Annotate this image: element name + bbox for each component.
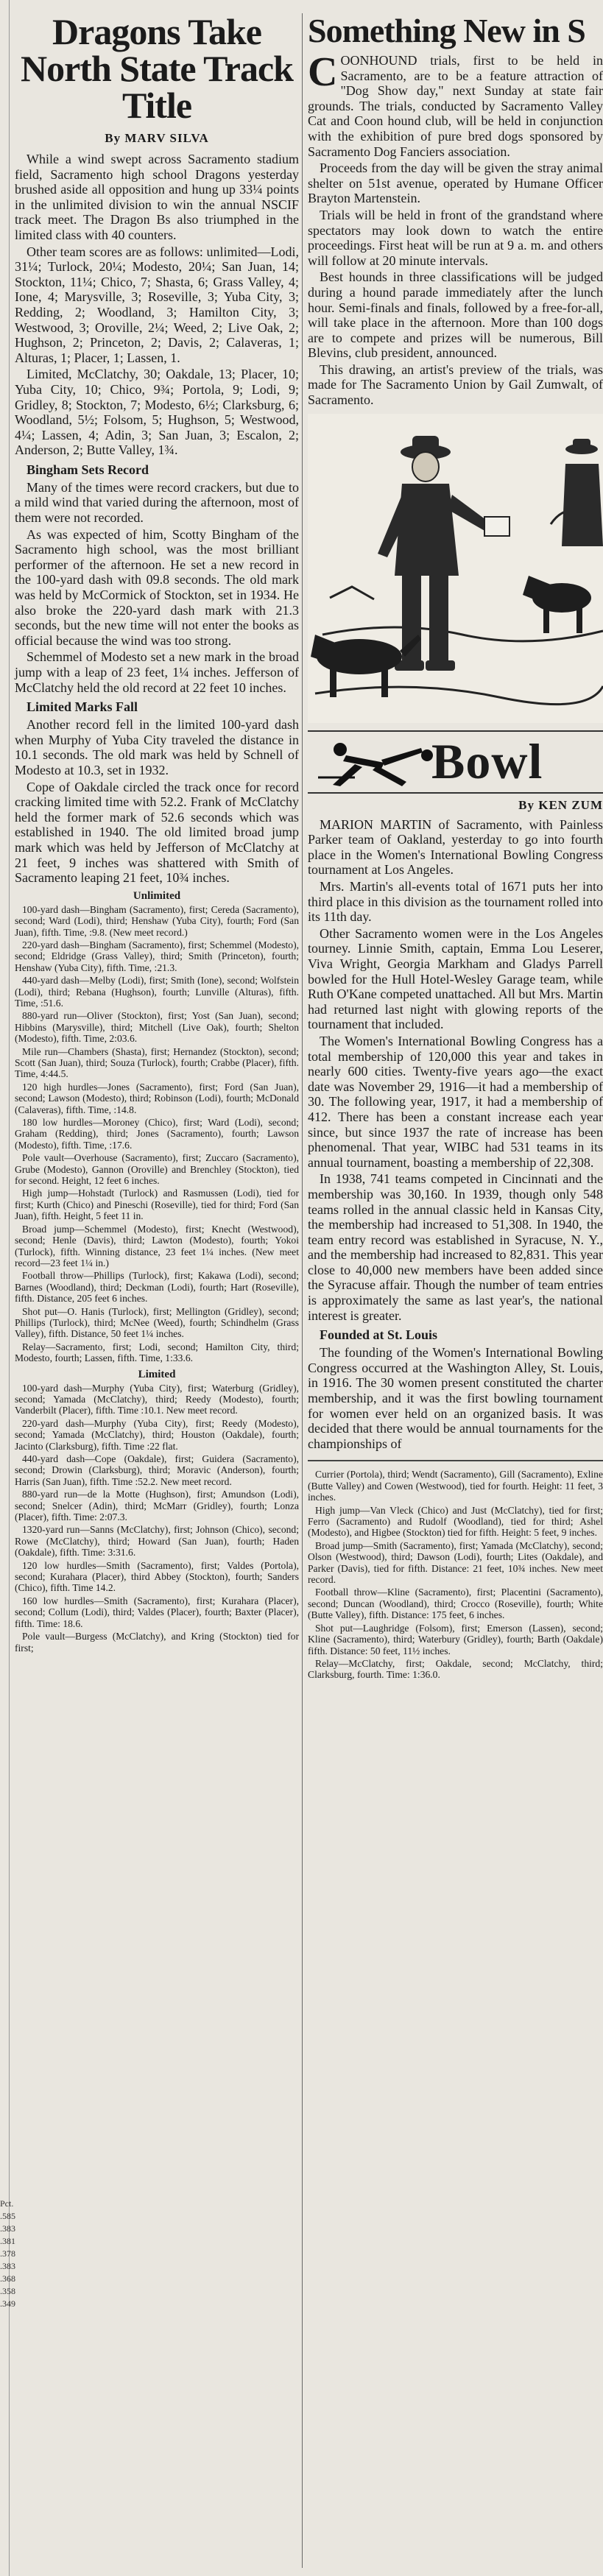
edge-number: Pct. [0,2198,14,2209]
bowling-banner-word: Bowl [431,733,543,789]
paragraph: While a wind swept across Sacramento stadium field, Sacramento high school Dragons yesterday brushed aside all opposition and hung up 33¼ points in the unlimited division to win the annual NSCIF track meet. The Dragon Bs also triumphed in the limited class with 40 counters. [15,152,299,242]
result-line: 220-yard dash—Bingham (Sacramento), first; Schemmel (Modesto), second; Eldridge (Grass Valley), third; Smith (Princeton), fourth; Henshaw (Yuba City), fifth. Time, :21.3. [15,939,299,973]
track-byline: By MARV SILVA [105,131,209,145]
coonhound-lead-text: OONHOUND trials, first to be held in Sacramento, are to be a feature attraction of "Dog Show day," next Sunday at state fair grounds. The trials, conducted by Sacramento Valley Cat and Coon hound club, will be held in conjunction with the exhibition of pure bred dogs sponsored by Sacramento Dog Fanciers association. [308,53,603,159]
result-line: Shot put—Laughridge (Folsom), first; Emerson (Lassen), second; Kline (Sacramento), third; Waterbury (Gridley), fourth; Barth (Oakdale) fifth. Distance: 50 feet, 11½ inches. [308,1622,603,1656]
drop-cap: C [308,49,338,95]
edge-number: .585 [0,2211,15,2221]
result-line: Broad jump—Schemmel (Modesto), first; Knecht (Westwood), second; Henle (Davis), third; Lawton (Modesto), fourth; Yokoi (Turlock), fifth. Winning distance, 23 feet 1¼ inches. (New meet record—23 feet 1¼ in.) [15,1223,299,1268]
track-subhead-bingham: Bingham Sets Record [27,462,149,477]
results-limited-heading: Limited [138,1368,176,1380]
coonhound-illustration [308,414,603,723]
bowling-paragraphs [308,879,603,1323]
track-subhead-limited: Limited Marks Fall [27,699,138,715]
coonhound-headline: Something New in S [308,12,585,49]
track-article [15,13,299,1655]
result-line: 220-yard dash—Murphy (Yuba City), first; Reedy (Modesto), second; Yamada (McClatchy), third; Houston (Oakdale), fourth; Jacinto (Clarksburg), fifth. Time :22 flat. [15,1417,299,1452]
paragraph: Cope of Oakdale circled the track once for record cracking limited time with 52.2. Frank of McClatchy held the former mark of 52.6 seconds which was established in 1940. The old limited broad jump mark which was held by Jefferson of McClatchy at 21 feet, 9 inches was shattered with Smith of Sacramento leaping 21 feet, 10¾ inches. [15,779,299,886]
edge-number: .349 [0,2298,15,2309]
paragraph: Schemmel of Modesto set a new mark in the broad jump with a leap of 23 feet, 1¼ inches. Jefferson of McClatchy held the old record at 22 feet 10 inches. [15,649,299,695]
result-line: 120 low hurdles—Smith (Sacramento), first; Valdes (Portola), second; Kurahara (Placer), third Abbey (Stockton), fourth; Sanders (Chico), fifth. Time 14.2. [15,1559,299,1594]
paragraph: This drawing, an artist's preview of the trials, was made for The Sacramento Union by Gail Zumwalt, of Sacramento. [308,361,603,408]
paragraph: The Women's International Bowling Congress has a total membership of 120,000 this year and takes in nearly 600 cities. Twenty-five years ago—the exact date was November 29, 1916—it had a membership of 30. The following year, 1917, it had a membership of 412. There has been a constant increase each year since, but since 1937 the rate of increase has been phenomenal. That year, WIBC had 531 teams in its annual tournament, boasting a membership of 22,308. [308,1033,603,1170]
result-line: High jump—Van Vleck (Chico) and Just (McClatchy), tied for first; Ferro (Sacramento) and Rudolf (Woodland), tied for third; Ashel (Modesto), and Higbee (Stockton) tied for fifth. Height: 5 feet, 9 inches. [308,1504,603,1539]
results-limited-continued [308,1469,603,1680]
bowler-figure-icon [311,733,436,789]
result-line: Currier (Portola), third; Wendt (Sacramento), Gill (Sacramento), Exline (Butte Valley) and Cowen (Westwood), tied for fourth. Height: 11 feet, 3 inches. [308,1469,603,1503]
paragraph: Limited, McClatchy, 30; Oakdale, 13; Placer, 10; Yuba City, 10; Chico, 9¾; Portola, 9; Lodi, 9; Gridley, 8; Stockton, 7; Modesto, 6½; Clarksburg, 6; Woodland, 5½; Folsom, 5; Hughson, 5; Westwood, 4¼; Lassen, 4; Adin, 3; San Juan, 3; Escalon, 2; Anderson, 2; Butte Valley, 1¾. [15,367,299,458]
result-line: 880-yard run—Oliver (Stockton), first; Yost (San Juan), second; Hibbins (Marysville), third; Mitchell (Live Oak), fourth; Shelton (Modesto), fifth. Time, 2:03.6. [15,1010,299,1045]
edge-number: .368 [0,2273,15,2284]
track-headline: Dragons Take North State Track Title [21,11,293,126]
result-line: Football throw—Phillips (Turlock), first; Kakawa (Lodi), second; Barnes (Woodland), third; Deckman (Lodi), fourth; Hart (Roseville), fifth. Distance, 205 feet 6 inches. [15,1270,299,1305]
paragraph: Many of the times were record crackers, but due to a mild wind that varied during the afternoon, most of them were not recorded. [15,479,299,526]
result-line: 100-yard dash—Bingham (Sacramento), first; Cereda (Sacramento), second; Ward (Lodi), third; Henshaw (Yuba City), fourth; Ford (San Juan), fifth. Time, :9.8. (New meet record.) [15,903,299,938]
result-line: 100-yard dash—Murphy (Yuba City), first; Waterburg (Gridley), second; Yamada (McClatchy), third; Reedy (Modesto), fourth; Vanderbilt (Placer), fifth. Time :10.1. New meet record. [15,1382,299,1416]
result-line: Pole vault—Overhouse (Sacramento), first; Zuccaro (Sacramento), Grube (Modesto), Gannon (Oroville) and Brenchley (Stockton), tied for second. Height, 12 feet 6 inches. [15,1152,299,1187]
edge-number: .378 [0,2248,15,2259]
result-line: Pole vault—Burgess (McClatchy), and Kring (Stockton) tied for first; [15,1631,299,1654]
paragraph: Other team scores are as follows: unlimited—Lodi, 31¼; Turlock, 20¼; Modesto, 20¼; San Juan, 14; Stockton, 11¼; Chico, 7; Shasta, 6; Grass Valley, 4; Ione, 4; Marysville, 3; Roseville, 3; Yuba City, 3; Redding, 2; Woodland, 3; Hamilton City, 3; Westwood, 3; Oroville, 2¼; Weed, 2; Live Oak, 2; Hughson, 2; Princeton, 2; Davis, 2; Calaveras, 1; Alturas, 1; Placer, 1; Lassen, 1. [15,244,299,365]
right-column [308,13,603,1682]
result-line: Shot put—O. Hanis (Turlock), first; Mellington (Gridley), second; Phillips (Turlock), third; McNee (Weed), fourth; Schindhelm (Grass Valley), fifth. Distance, 50 feet 1¼ inches. [15,1305,299,1340]
coonhound-lead [308,49,603,159]
hunter-and-hounds-drawing [308,414,603,723]
results-unlimited-heading: Unlimited [133,889,181,902]
results-unlimited [15,904,299,1364]
paragraph: Trials will be held in front of the grandstand where spectators may look down to watch the entire proceedings. First heat will be run at 9 a. m. and others will follow at 20 minute intervals. [308,207,603,268]
result-line: Relay—McClatchy, first; Oakdale, second; McClatchy, third; Clarksburg, fourth. Time: 1:36.0. [308,1657,603,1681]
result-line: High jump—Hohstadt (Turlock) and Rasmussen (Lodi), tied for first; Kurth (Chico) and Pineschi (Roseville), tied for third; Ford (San Juan), fifth. Height, 5 feet 11 in. [15,1188,299,1222]
result-line: Football throw—Kline (Sacramento), first; Placentini (Sacramento), second; Duncan (Woodland), third; Crocco (Roseville), fourth; White (Butte Valley), fifth. Distance: 175 feet, 6 inches. [308,1587,603,1621]
result-line: Mile run—Chambers (Shasta), first; Hernandez (Stockton), second; Scott (San Juan), third; Souza (Turlock), fourth; Crabbe (Placer), fifth. Time, 4:44.5. [15,1045,299,1080]
column-rule [302,13,303,2568]
bowling-paragraphs-2 [308,1345,603,1451]
paragraph: As was expected of him, Scotty Bingham of the Sacramento high school, was the most brilliant performer of the afternoon. He set a new record in the 100-yard dash with 09.8 seconds. The old mark was held by McCormick of Stockton, set in 1934. He also broke the 220-yard dash mark with 21.3 seconds, but the new time will not enter the books as official because the wind was too strong. [15,526,299,648]
edge-number: .383 [0,2223,15,2234]
paragraph: Another record fell in the limited 100-yard dash when Murphy of Yuba City traveled the distance in 10.1 seconds. The old mark was held by Schnell of Modesto at 10.3, set in 1932. [15,717,299,777]
edge-number: .358 [0,2286,15,2296]
result-line: Relay—Sacramento, first; Lodi, second; Hamilton City, third; Modesto, fourth; Lassen, fifth. Time, 1:33.6. [15,1341,299,1364]
track-limited-paragraphs [15,717,299,886]
result-line: 1320-yard run—Sanns (McClatchy), first; Johnson (Chico), second; Rowe (McClatchy), third; Howard (San Juan), fourth; Haden (Oakdale), fifth. Time: 3:31.6. [15,1524,299,1559]
edge-standings-column [0,2198,15,2310]
bowling-byline: By KEN ZUM [518,797,603,812]
track-body-paragraphs [15,480,299,695]
result-line: 180 low hurdles—Moroney (Chico), first; Ward (Lodi), second; Graham (Redding), third; Jones (Sacramento), fourth; Lawson (Modesto), fifth. Time, :17.6. [15,1117,299,1151]
edge-number: .383 [0,2261,15,2271]
paragraph: Proceeds from the day will be given the stray animal shelter on 51st avenue, operated by Humane Officer Brayton Martenstein. [308,160,603,206]
result-line: 440-yard dash—Melby (Lodi), first; Smith (Ione), second; Wolfstein (Lodi), third; Rebana (Hughson), fourth; Lunville (Alturas), fifth. Time, :51.6. [15,975,299,1009]
paragraph: Best hounds in three classifications will be judged during a hound parade immediately after the lunch hour. Semi-finals and finals, followed by a free-for-all, will take place in the afternoon. More than 100 dogs are to compete and prizes will be numerous, Bill Blevins, club president, announced. [308,269,603,361]
coonhound-paragraphs [308,160,603,408]
results-limited [15,1383,299,1654]
result-line: 120 high hurdles—Jones (Sacramento), first; Ford (San Juan), second; Lawson (Modesto), third; Robinson (Lodi), fourth; McDonald (Calaveras), fifth. Time, :14.8. [15,1081,299,1115]
result-line: Broad jump—Smith (Sacramento), first; Yamada (McClatchy), second; Olson (Westwood), third; Dawson (Lodi), fourth; Lites (Oakdale), and Parker (Davis), tied for fifth. Distance: 21 feet, 10¾ inches. New meet record. [308,1539,603,1586]
paragraph: In 1938, 741 teams competed in Cincinnati and the membership was 30,160. In 1939, though only 548 teams rolled in the annual classic held in Kansas City, the membership had increased to 51,308. In 1940, the team entry record was established in Syracuse, N. Y., and the membership had increased to 82,831. This year close to 40,000 new members have been added since the Syracuse affair. Though the number of team entries is approximately the same as last year's, the national interest is greater. [308,1171,603,1323]
result-line: 440-yard dash—Cope (Oakdale), first; Guidera (Sacramento), second; Drowin (Clarksburg), third; Moravic (Anderson), fourth; Harris (San Juan), fifth. Time :52.2. New meet record. [15,1453,299,1487]
track-lead-paragraphs [15,152,299,458]
section-divider [308,1460,603,1461]
bowling-subhead: Founded at St. Louis [320,1327,438,1343]
paragraph: Other Sacramento women were in the Los Angeles tourney. Linnie Smith, captain, Emma Lou Leserer, Viva Wright, Georgia Markham and Gladys Parrell bowled for the Hull Hotel-Wesley Garage team, while Ruth O'Kane competed unattached. All but Mrs. Martin had returned last night with glowing reports of the tournament that included. [308,925,603,1032]
result-line: 160 low hurdles—Smith (Sacramento), first; Kurahara (Placer), second; Collum (Lodi), third; Valdes (Placer), fourth; Baxter (Placer), fifth. Time: 18.6. [15,1595,299,1629]
bowling-banner [308,730,603,794]
bowling-lead: MARION MARTIN of Sacramento, with Painless Parker team of Oakland, yesterday to go into fourth place in the Women's International Bowling Congress tournament at Los Angeles. [308,816,603,878]
paragraph: Mrs. Martin's all-events total of 1671 puts her into third place in this division as the tournament rolled into its 11th day. [308,879,603,925]
edge-number: .381 [0,2236,15,2246]
paragraph: The founding of the Women's International Bowling Congress occurred at the Washington Alley, St. Louis, in 1916. The 30 women present constituted the charter membership, and it was the first bowling tournament for women ever held on an organized basis. It was decided that there would be annual tournaments for the championships of [308,1345,603,1451]
cropped-left-edge [0,0,15,2576]
result-line: 880-yard run—de la Motte (Hughson), first; Amundson (Lodi), second; Snelcer (Adin), third; McMarr (Gridley), fourth; Lonza (Placer), fifth. Time: 2:07.3. [15,1489,299,1523]
